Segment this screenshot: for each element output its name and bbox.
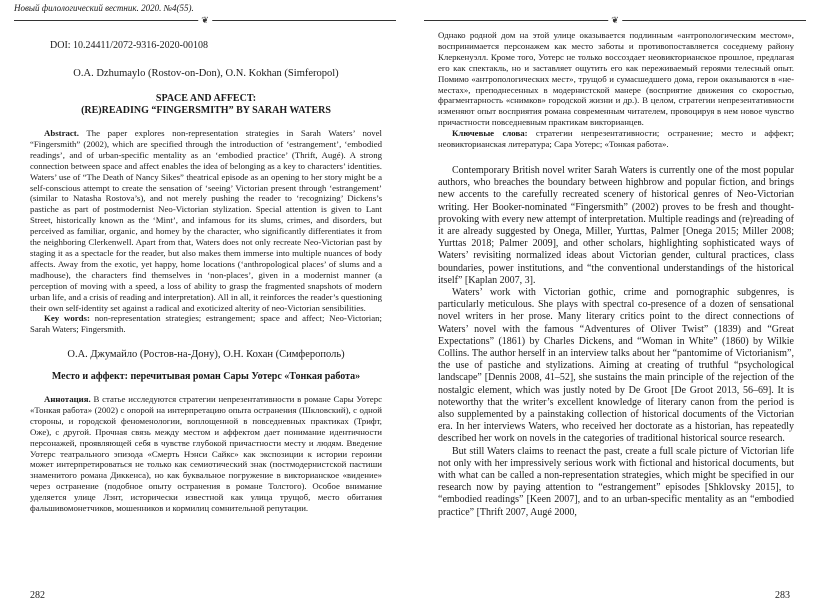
page-number-left: 282 [30, 590, 45, 601]
page-number-right: 283 [775, 590, 790, 601]
annotation-ru-continuation: Однако родной дом на этой улице оказывается подлинным «антропологическим местом», воспринимается персонажем как место заботы и противопоставляется соседнему району Клеркенуэлл. Кроме того, Уотерс не только воссоздает неовикторианское прошлое, предлагая его как спектакль, но и заставляет ощутить его как переживаемый героями телесный опыт. Помимо «антропологических мест», трущоб и сумасшедшего дома, герои оказываются в «не-местах», преподнесенных в модернистской манере (восприятие движения со скоростью, фрагментарность «снимков» городской жизни и др.). В целом, стратегии непрезентативности изменяют опыт восприятия романа современным читателем, провоцируя в нем новое чувство причастности повседневным практикам викторианцев. [438, 30, 794, 128]
paragraph-3: But still Waters claims to reenact the past, create a full scale picture of Victorian life not only with her impressively serious work with fictional and historical documents, but with what can be called a non-representation strategies, which might be specified in our research now by paying attention to “estrangement” episodes [Shklovsky 2015], to “embodied readings” [Keen 2007], and to an urban-specific mentality as an “embodied practice” [Thrift 2007, Augé 2000, [438, 445, 794, 518]
header-rule-right [424, 17, 806, 25]
abstract [30, 128, 382, 313]
keywords-en [30, 313, 382, 335]
keywords-ru [438, 128, 794, 150]
annotation-label: Аннотация. [44, 394, 91, 405]
main-text [438, 165, 794, 519]
title-en [30, 93, 382, 117]
keywords-ru-label: Ключевые слова: [452, 128, 528, 139]
keywords-ru-text: стратегии непрезентативности; остранение; место и аффект; неовикторианская литература; Сара Уотерс; «Тонкая работа». [438, 128, 795, 150]
abstract-text: The paper explores non-representation strategies in Sarah Waters’ novel “Fingersmith” (2002), which are specified through the introduction of ‘estrangement’, ‘embodied readings’, and of urban-specific mentality as an ‘embodied practice’ (Thrift, Augé). A strong connection between space and affect enables the idea of belonging as a key to characters’ identities. Waters’ use of “The Death of Nancy Sikes” theatrical episode as an opening to her story might be a self-conscious attempt to create the sensation of ‘seeing’ Victorian present through ‘estrangement’ (similar to Natasha Rostova’s), and not merely pushing the reader to ‘recognizing’ Dickens’s pastiche as part of postmodernist Neo-Victorian stylization. Special attention is given to Lant Street, historically known as the ‘Mint’, and infamous for its slums, crimes, and disorders, but perceived as familiar, organic, and homey by the character, who significantly differentiates it from the neighboring Clerkenwell. Apart from that, Waters does not only recreate Neo-Victorian past by staging it as a spectacle for the reader, but also makes them immerse into multiple nuances of body affects. Away from the exotic, yet happy, home locations (‘anthropological places’ of slums and a madhouse), the characters find themselves in ‘non-places’, given in a modernist manner (a perception of moving with a speed, a loss of ability to grasp the fragmented snapshots of modern urban life, and a crisis of reading and interpretation). All in all, it reinforces the reader’s questioning their own self-identity set against a radical and exoticized alterity of neo-Victorian sensibilities. [30, 128, 382, 313]
annotation-text: В статье исследуются стратегии непрезентативности в романе Сары Уотерс «Тонкая работа» (2002) с опорой на интерпретацию опыта остранения (Шкловский), с одной стороны, и городской феноменологии, воплощенной в повседневных практиках (Трифт, Оже), с другой. Прочная связь между местом и аффектом дает понимание идентичности персонажей, проявляющей себя в чувстве глубокой причастности месту и людям. Введение Уотерс театрального эпизода «Смерть Нэнси Сайкс» как экспозиции к истории героини может интерпретироваться не только как семиотический знак (постмодернистской пастиши знаменитого романа Диккенса), но как буквальное погружение в викторианское «видение» через остранение (подобное опыту остранения в романе Толстого). Особое внимание уделяется улице Лэнт, исторически известной как улица трущоб, место обитания фальшивомонетчиков, мошенников и кормилиц сомнительной репутации. [30, 394, 382, 514]
annotation-ru [30, 394, 382, 514]
running-head: Новый филологический вестник. 2020. №4(55). [14, 3, 194, 13]
keywords-text: non-representation strategies; estrangement; space and affect; Neo-Victorian; Sarah Waters; Fingersmith. [30, 313, 382, 335]
abstract-label: Abstract. [44, 128, 79, 138]
header-rule [14, 17, 396, 25]
doi: DOI: 10.24411/2072-9316-2020-00108 [50, 40, 208, 51]
title-en-line1: SPACE AND AFFECT: [155, 93, 257, 104]
authors-ru: О.А. Джумайло (Ростов-на-Дону), О.Н. Кохан (Симферополь) [67, 349, 345, 361]
keywords-label: Key words: [44, 313, 90, 324]
title-ru: Место и аффект: перечитывая роман Сары Уотерс «Тонкая работа» [51, 371, 361, 383]
paragraph-2: Waters’ work with Victorian gothic, crime and pornographic subgenres, is particularly meticulous. She plays with spectral co-presence of a dozen of sensational novel writers in her prose. Many literary critics point to the direct connections of Waters’ novel with the famous “Adventures of Oliver Twist” (1839) and “Great Expectations” (1861) by Charles Dickens, and “Woman in White” (1860) by Wilkie Collins. The author herself in an interview talks about her “pantomime of Victorianism”, the use of pastiche and stylizations. Aiming at creating of truthful “psychological landscape” [Dennis 2008, 41–52], she sustains the main principle of the rejection of the nostalgic element, which was justly noted by De Groot [De Groot 2013, 56–69]. It is noteworthy that the writer’s excellent knowledge of literary canon from the period is also supplemented by a painstaking collection of historical documents of the Victorian era. In her interviews Waters, who received her doctorate as a historian, has repeatedly described her work on novels in the categories of traditional historical source research. [438, 287, 794, 445]
right-column [438, 30, 794, 519]
header-ornament-icon: ❦ [198, 16, 212, 25]
right-page [410, 0, 820, 609]
authors-en: O.A. Dzhumaylo (Rostov-on-Don), O.N. Kokhan (Simferopol) [73, 68, 339, 79]
paragraph-1: Contemporary British novel writer Sarah Waters is currently one of the most popular authors, who breaches the boundary between highbrow and popular fiction, and brings new accents to the carefully recreated scenery of historical genres of Neo-Victorian writing. Her Booker-nominated “Fingersmith” (2002) proves to be fresh and thought-provoking with every new attempt of interpretation. Multiple readings and (re)reading of it are already suggested by Onega, Miller, Yurttas, Palmer [Onega 2015; Miller 2008; Yurttas 2018; Palmer 2009], and other scholars, highlighting sophisticated ways of Waters’ revisiting normalized ideas about Victorian gender, cultural practices, class boundaries, power institutions, and “the conventional understandings of the historical itself” [Kaplan 2007, 3]. [438, 164, 794, 286]
left-column [30, 40, 382, 514]
header-ornament-right-icon: ❦ [608, 16, 622, 25]
title-en-line2: (RE)READING “FINGERSMITH” BY SARAH WATERS [81, 105, 331, 116]
